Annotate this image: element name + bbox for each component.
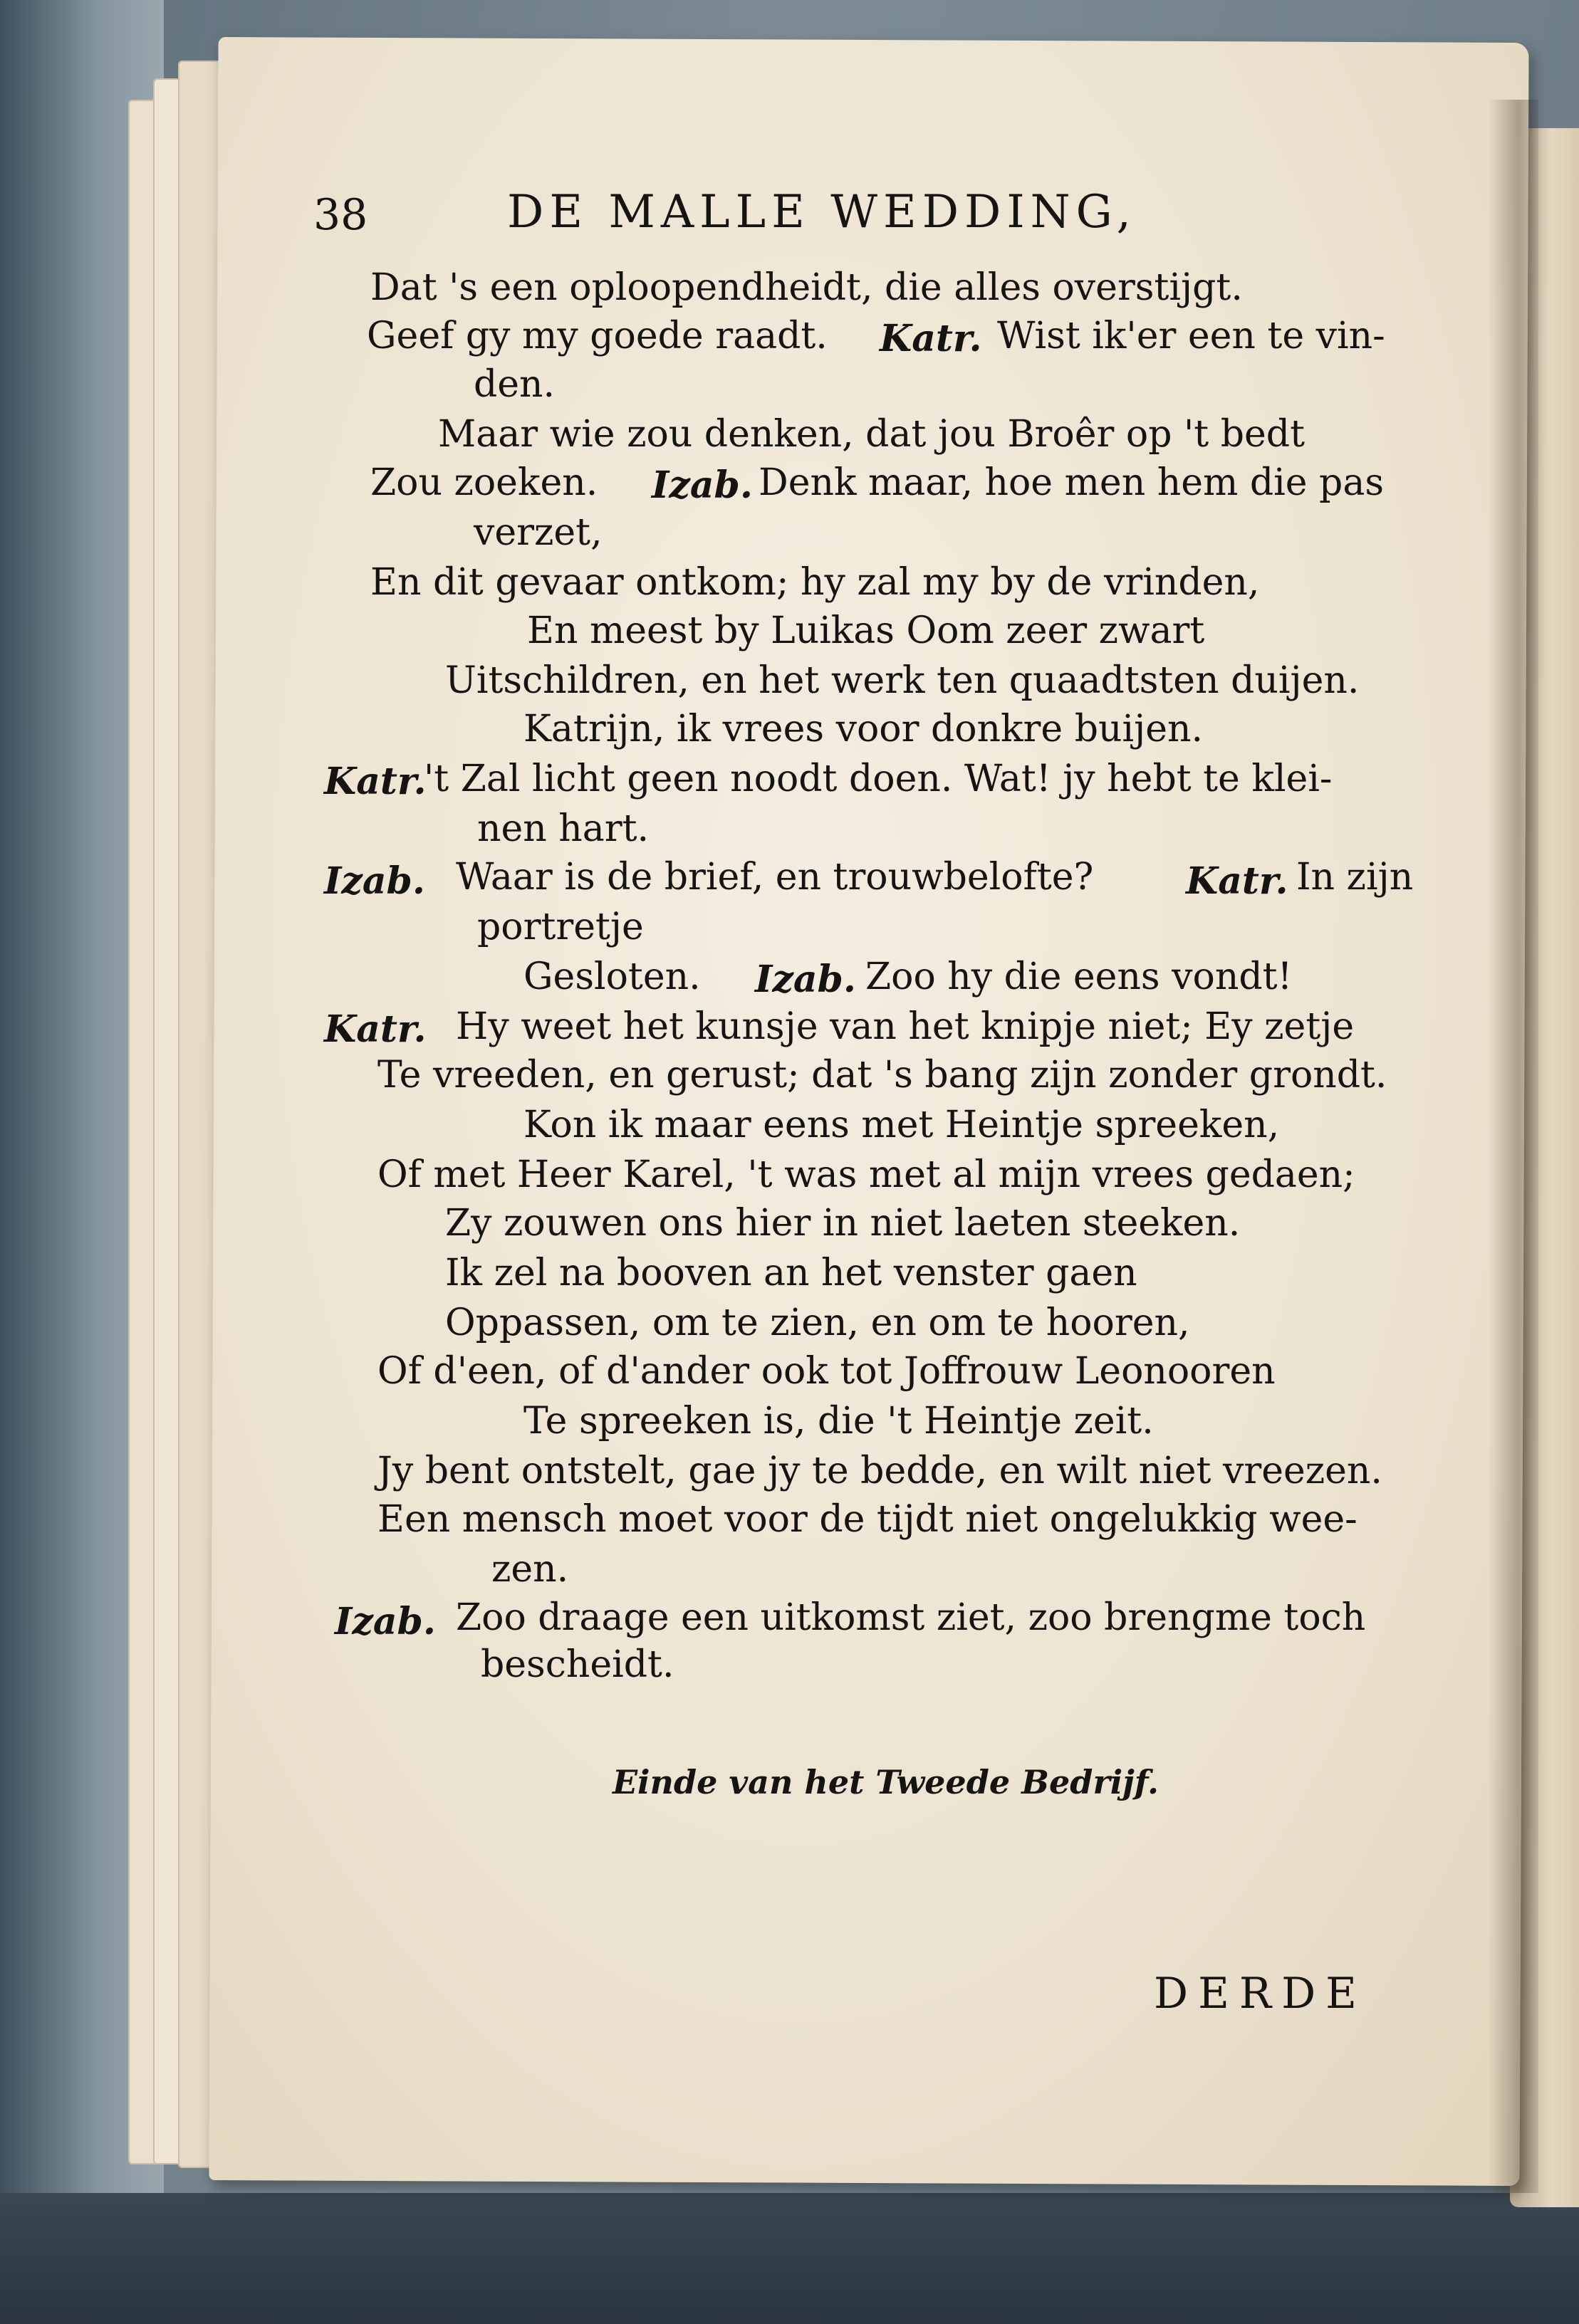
text-line: Zoo hy die eens vondt! xyxy=(865,956,1293,998)
text-line: Te spreeken is, die 't Heintje zeit. xyxy=(523,1400,1154,1443)
act-ending: Einde van het Tweede Bedrijf. xyxy=(613,1763,1159,1801)
text-line: In zijn xyxy=(1296,856,1414,899)
text-line: Zou zoeken. xyxy=(370,461,598,504)
text-line: Hy weet het kunsje van het knipje niet; Ey zetje xyxy=(456,1005,1355,1048)
speaker-label: Katr. xyxy=(324,760,427,803)
text-line: bescheidt. xyxy=(481,1643,674,1686)
text-line: 't Zal licht geen noodt doen. Wat! jy hebt te klei- xyxy=(424,758,1333,800)
text-line: verzet, xyxy=(474,511,603,554)
text-line: Jy bent ontstelt, gae jy te bedde, en wilt niet vreezen. xyxy=(377,1450,1382,1492)
text-line: Uitschildren, en het werk ten quaadtsten duijen. xyxy=(445,659,1360,702)
text-line: Zoo draage een uitkomst ziet, zoo brengme toch xyxy=(456,1596,1366,1639)
speaker-label: Katr. xyxy=(880,317,982,360)
speaker-label: Katr. xyxy=(324,1007,427,1051)
page-gutter-shadow xyxy=(1489,100,1538,2193)
speaker-label: Katr. xyxy=(1186,859,1288,903)
text-line: Een mensch moet voor de tijdt niet ongelukkig wee- xyxy=(377,1498,1357,1541)
text-line: nen hart. xyxy=(477,807,650,850)
text-line: Dat 's een oploopendheidt, die alles overstijgt. xyxy=(370,266,1243,309)
text-line: Zy zouwen ons hier in niet laeten steeken. xyxy=(445,1202,1241,1245)
text-line: Katrijn, ik vrees voor donkre buijen. xyxy=(523,708,1204,750)
text-line: Ik zel na booven an het venster gaen xyxy=(445,1252,1137,1294)
text-line: Denk maar, hoe men hem die pas xyxy=(759,461,1385,504)
text-line: Geef gy my goede raadt. xyxy=(367,315,828,357)
running-head: DE MALLE WEDDING, xyxy=(507,186,1137,239)
text-line: Wist ik'er een te vin- xyxy=(997,315,1385,357)
text-line: Gesloten. xyxy=(523,956,701,998)
text-line: den. xyxy=(474,363,556,406)
speaker-label: Izab. xyxy=(755,958,857,1001)
speaker-label: Izab. xyxy=(652,464,754,507)
text-line: Maar wie zou denken, dat jou Broêr op 't bedt xyxy=(438,413,1305,456)
page-number: 38 xyxy=(313,190,368,240)
text-line: En meest by Luikas Oom zeer zwart xyxy=(527,609,1205,652)
text-line: zen. xyxy=(491,1548,569,1591)
text-line: Kon ik maar eens met Heintje spreeken, xyxy=(523,1104,1280,1146)
text-line: Of met Heer Karel, 't was met al mijn vrees gedaen; xyxy=(377,1153,1355,1196)
text-line: portretje xyxy=(477,906,644,948)
text-line: Of d'een, of d'ander ook tot Joffrouw Leonooren xyxy=(377,1350,1276,1393)
text-line: Te vreeden, en gerust; dat 's bang zijn zonder grondt. xyxy=(377,1054,1387,1096)
text-line: Oppassen, om te zien, en om te hooren, xyxy=(445,1302,1190,1344)
text-line: Waar is de brief, en trouwbelofte? xyxy=(456,856,1094,899)
speaker-label: Izab. xyxy=(335,1600,437,1643)
book-cover-bottom xyxy=(0,2193,1579,2324)
speaker-label: Izab. xyxy=(324,859,426,903)
text-line: En dit gevaar ontkom; hy zal my by de vrinden, xyxy=(370,561,1260,604)
catchword: DERDE xyxy=(1154,1969,1367,2019)
